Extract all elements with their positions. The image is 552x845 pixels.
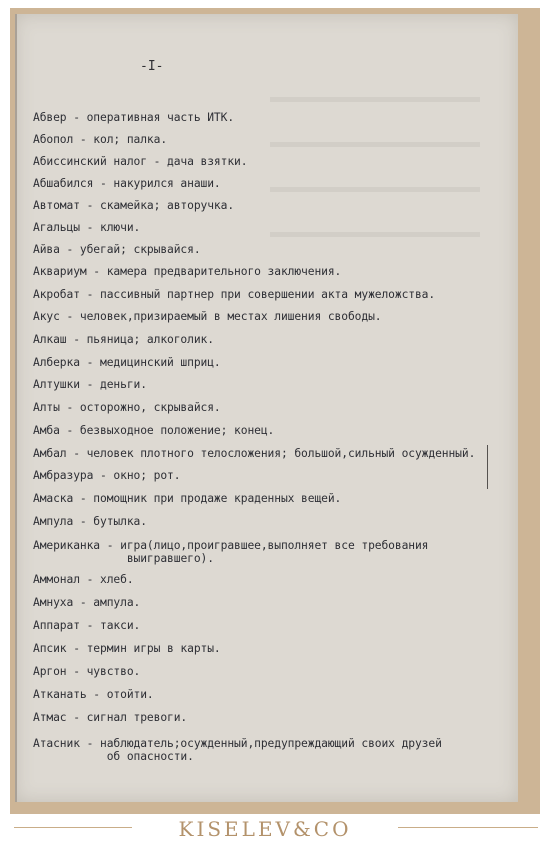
glossary-entry: Акробат - пассивный партнер при совершении акта мужеложства. [33, 288, 436, 301]
glossary-entry: Апсик - термин игры в карты. [33, 642, 221, 655]
glossary-entry: Агальцы - ключи. [33, 221, 141, 234]
glossary-entry: Абшабился - накурился анаши. [33, 177, 221, 190]
glossary-entry: Аквариум - камера предварительного заключения. [33, 265, 342, 278]
glossary-entry: Алкаш - пьяница; алкоголик. [33, 333, 214, 346]
glossary-entry: Амба - безвыходное положение; конец. [33, 424, 275, 437]
glossary-entry: Абиссинский налог - дача взятки. [33, 155, 248, 168]
glossary-entry: Аргон - чувство. [33, 665, 141, 678]
footer-divider-left [14, 827, 132, 828]
glossary-entry: Амаска - помощник при продаже краденных вещей. [33, 492, 342, 505]
glossary-entry: Атмас - сигнал тревоги. [33, 711, 188, 724]
glossary-entry: Амнуха - ампула. [33, 596, 141, 609]
glossary-entry: Айва - убегай; скрывайся. [33, 243, 201, 256]
glossary-entry: Амбразура - окно; рот. [33, 469, 181, 482]
glossary-entry: Аммонал - хлеб. [33, 573, 134, 586]
page-number-heading: -I- [140, 59, 164, 74]
glossary-entry: Амбал - человек плотного телосложения; большой,сильный осужденный. [33, 447, 476, 460]
glossary-entry: Алты - осторожно, скрывайся. [33, 401, 221, 414]
glossary-entry: Ампула - бутылка. [33, 515, 147, 528]
glossary-entry: Американка - игра(лицо,проигравшее,выполняет все требования выигравшего). [33, 539, 429, 565]
glossary-entry: Акус - человек,призираемый в местах лишения свободы. [33, 310, 382, 323]
glossary-entry: Абопол - кол; палка. [33, 133, 168, 146]
glossary-entry: Алберка - медицинский шприц. [33, 356, 221, 369]
glossary-entry: Аппарат - такси. [33, 619, 141, 632]
brand-logo: KISELEV&CO [178, 817, 352, 841]
glossary-entry: Абвер - оперативная часть ИТК. [33, 111, 235, 124]
footer-divider-right [398, 827, 538, 828]
page-edge [15, 14, 17, 802]
glossary-entry: Атасник - наблюдатель;осужденный,предупреждающий своих друзей об опасности. [33, 737, 442, 763]
glossary-entry: Атканать - отойти. [33, 688, 154, 701]
glossary-entry: Алтушки - деньги. [33, 378, 147, 391]
bleed-through-line [270, 97, 480, 102]
glossary-entry: Автомат - скамейка; авторучка. [33, 199, 235, 212]
margin-pencil-mark [487, 445, 488, 489]
